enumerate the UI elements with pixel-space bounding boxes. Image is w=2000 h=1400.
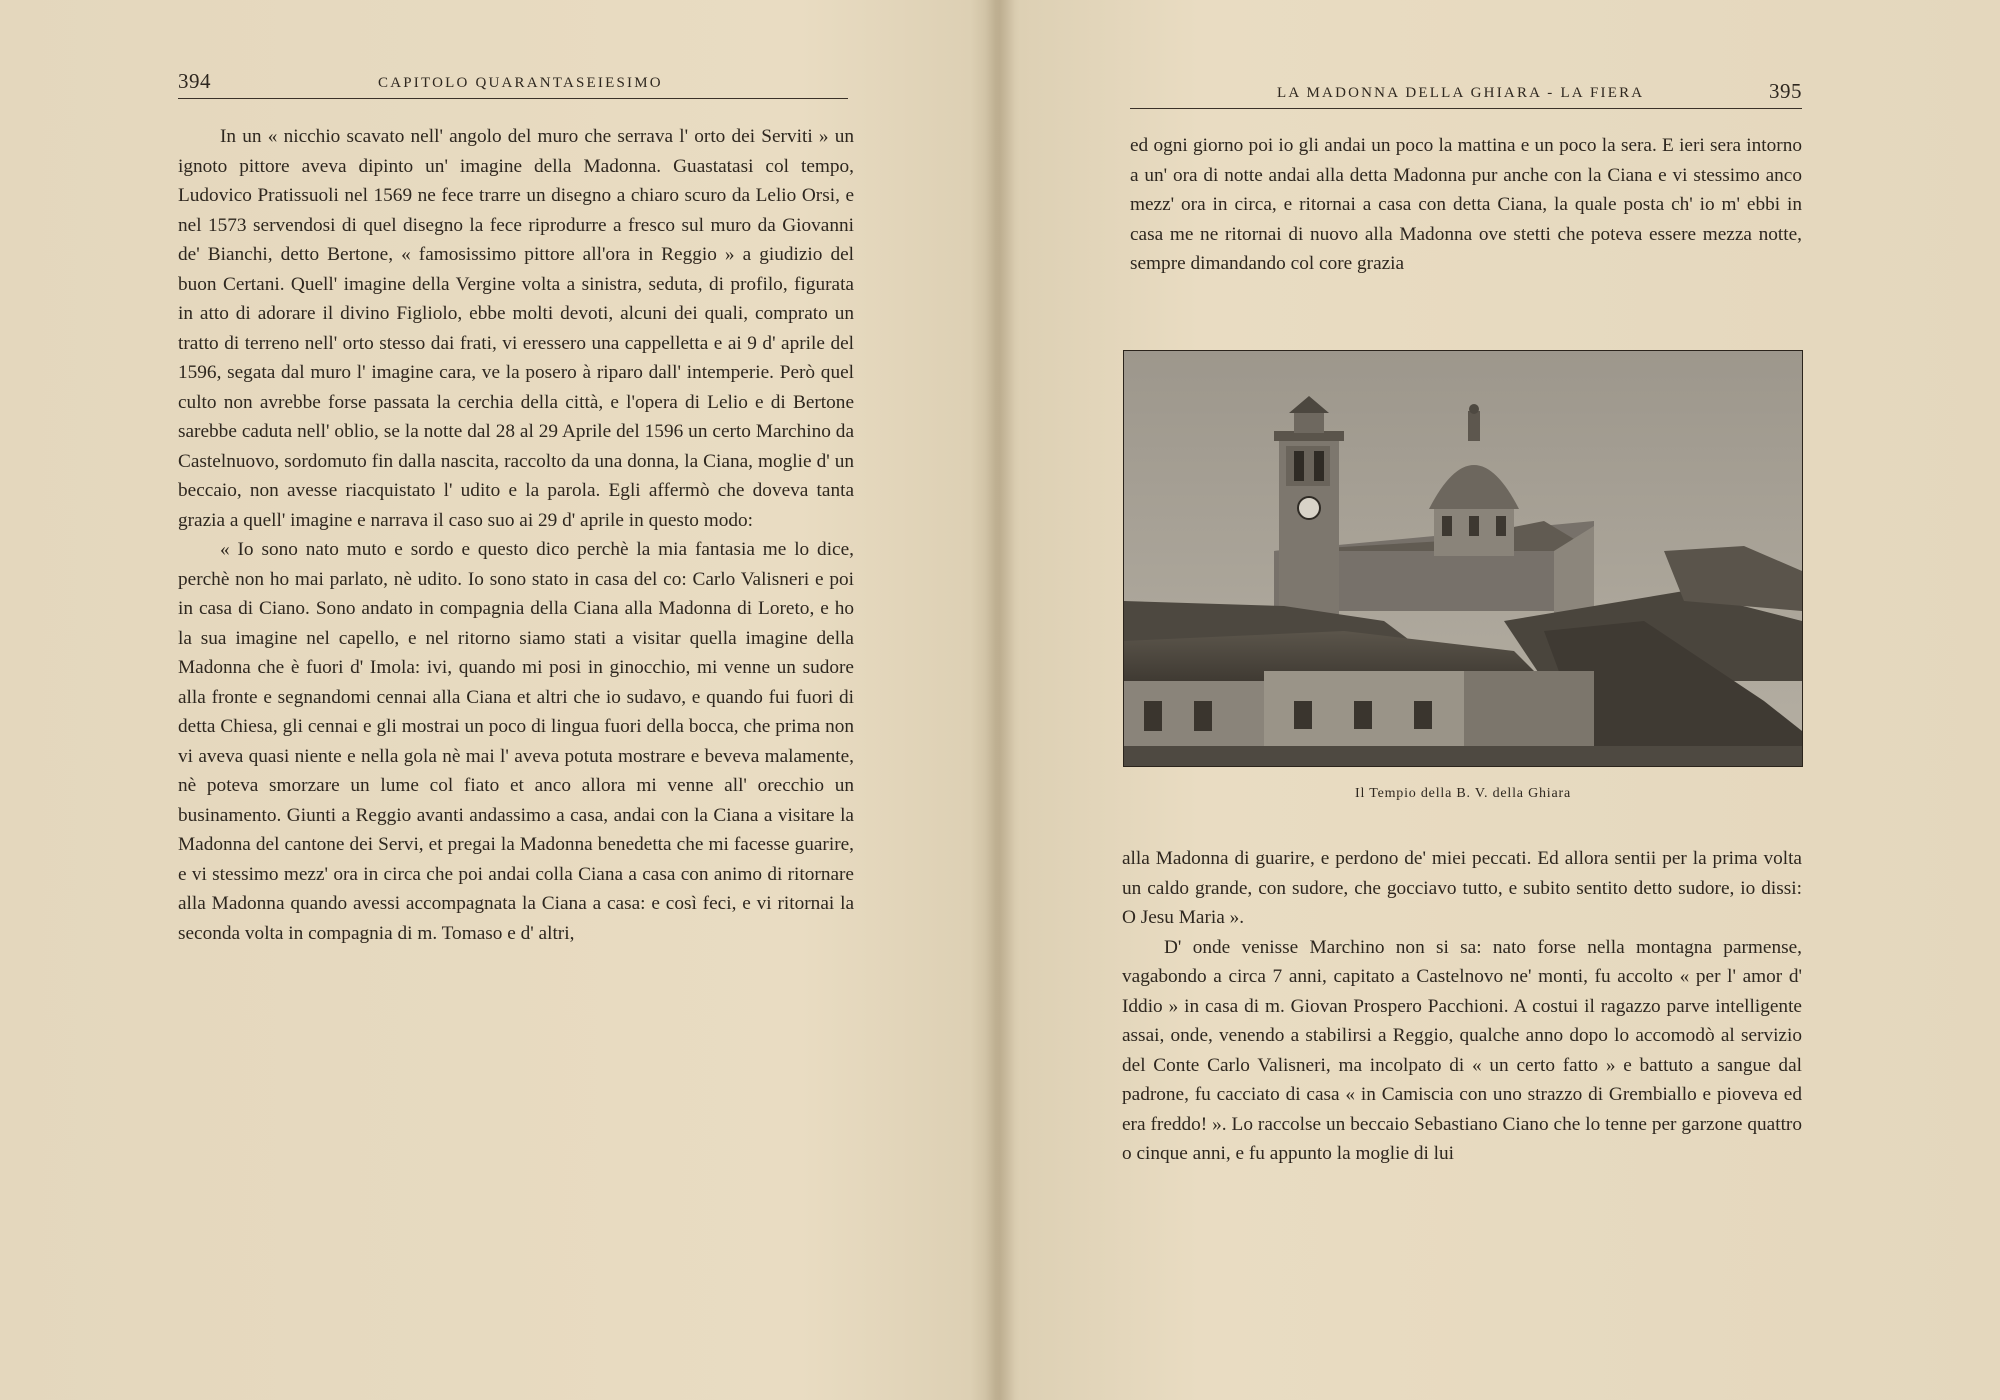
- right-paragraph-2: D' onde venisse Marchino non si sa: nato forse nella montagna parmense, vagabondo a circa 7 anni, capitato a Castelnovo ne' monti, fu accolto « per l' amor d' Iddio » in casa di m. Giovan Prospero Pacchioni. A costui il ragazzo parve intelligente assai, onde, venendo a stabilirsi a Reggio, qualche anno dopo lo accomodò al servizio del Conte Carlo Valisneri, ma incolpato di « un certo fatto » e battuto a sangue dal padrone, fu cacciato di casa « in Camiscia con uno strazzo di Grembiallo e pioveva ed era freddo! ». Lo raccolse un beccaio Sebastiano Ciano che lo tenne per garzone quattro o cinque anni, e fu appunto la moglie di lui: [1122, 936, 1802, 1164]
- right-top-paragraph: ed ogni giorno poi io gli andai un poco la mattina e un poco la sera. E ieri sera intorno a un' ora di notte andai alla detta Madonna pur anche con la Ciana e vi stessimo anco mezz' ora in circa, e ritornai a casa con detta Ciana, la quale posta ch' io m' ebbi in casa me ne ritornai di nuovo alla Madonna ove stetti che poteva essere mezza notte, sempre dimandando col core grazia: [1130, 135, 1802, 274]
- right-page: [1000, 0, 2000, 1400]
- church-photo-illustration: [1124, 351, 1802, 766]
- left-paragraph-1: In un « nicchio scavato nell' angolo del muro che serrava l' orto dei Serviti » un ignoto pittore aveva dipinto un' imagine della Madonna. Guastatasi col tempo, Ludovico Pratissuoli nel 1569 ne fece trarre un disegno a chiaro scuro da Lelio Orsi, e nel 1573 servendosi di quel disegno la fece riprodurre a fresco sul muro da Giovanni de' Bianchi, detto Bertone, « famosissimo pittore all'ora in Reggio » a giudizio del buon Certani. Quell' imagine della Vergine volta a sinistra, seduta, di profilo, figurata in atto di adorare il divino Figliolo, ebbe molti devoti, alcuni dei quali, comprato un tratto di terreno nell' orto stesso dai frati, vi eressero una cappelletta e ai 9 d' aprile del 1596, segata dal muro l' imagine cara, ve la posero à riparo dall' intemperie. Però quel culto non avrebbe forse passata la cerchia della città, e l'opera di Lelio e di Bertone sarebbe caduta nell' oblio, se la notte dal 28 al 29 Aprile del 1596 un certo Marchino da Castelnuovo, sordomuto fin dalla nascita, raccolto da una donna, la Ciana, moglie d' un beccaio, non avesse riacquistato l' udito e la parola. Egli affermò che doveva tanta grazia a quell' imagine e narrava il caso suo ai 29 d' aprile in questo modo:: [178, 126, 854, 531]
- right-top-text: [1130, 131, 1802, 279]
- church-photograph: [1123, 350, 1803, 767]
- right-running-head: [1130, 74, 1802, 109]
- right-chapter-title: LA MADONNA DELLA GHIARA - LA FIERA: [1277, 85, 1645, 101]
- right-page-number: 395: [1769, 79, 1802, 103]
- left-page-number: 394: [178, 69, 211, 93]
- figure-caption: Il Tempio della B. V. della Ghiara: [1355, 786, 1571, 801]
- left-paragraph-2: « Io sono nato muto e sordo e questo dico perchè la mia fantasia me lo dice, perchè non ho mai parlato, nè udito. Io sono stato in casa del co: Carlo Valisneri e poi in casa di Ciano. Sono andato in compagnia della Ciana alla Madonna di Loreto, e ho la sua imagine nel capello, e nel ritorno siamo stati a visitar quella imagine della Madonna che è fuori d' Imola: ivi, quando mi posi in ginocchio, mi venne un sudore alla fronte e segnandomi cennai alla Ciana et altri che io sudavo, e quando fui fuori di detta Chiesa, gli cennai e gli mostrai un poco di lingua fuori della bocca, che prima non vi aveva quasi niente e nella gola nè mai l' aveva potuta mostrare e beveva malamente, nè poteva smorzare un lume col fiato et anco allora mi venne all' orecchio un businamento. Giunti a Reggio avanti andassimo a casa, andai con la Ciana a visitare la Madonna del cantone dei Servi, et pregai la Madonna benedetta che mi facesse guarire, e vi stessimo mezz' ora in circa che poi andai colla Ciana a casa con animo di ritornare alla Madonna quando avessi accompagnata la Ciana a casa: e così feci, e vi ritornai la seconda volta in compagnia di m. Tomaso e d' altri,: [178, 539, 854, 944]
- left-chapter-title: CAPITOLO QUARANTASEIESIMO: [378, 75, 663, 91]
- right-bottom-text: [1122, 844, 1802, 1169]
- left-running-head: [178, 64, 848, 99]
- left-body-text: [178, 122, 854, 948]
- right-paragraph-1: alla Madonna di guarire, e perdono de' miei peccati. Ed allora sentii per la prima volta un caldo grande, con sudore, che gocciavo tutto, e subito sentito detto sudore, io dissi: O Jesu Maria ».: [1122, 848, 1802, 928]
